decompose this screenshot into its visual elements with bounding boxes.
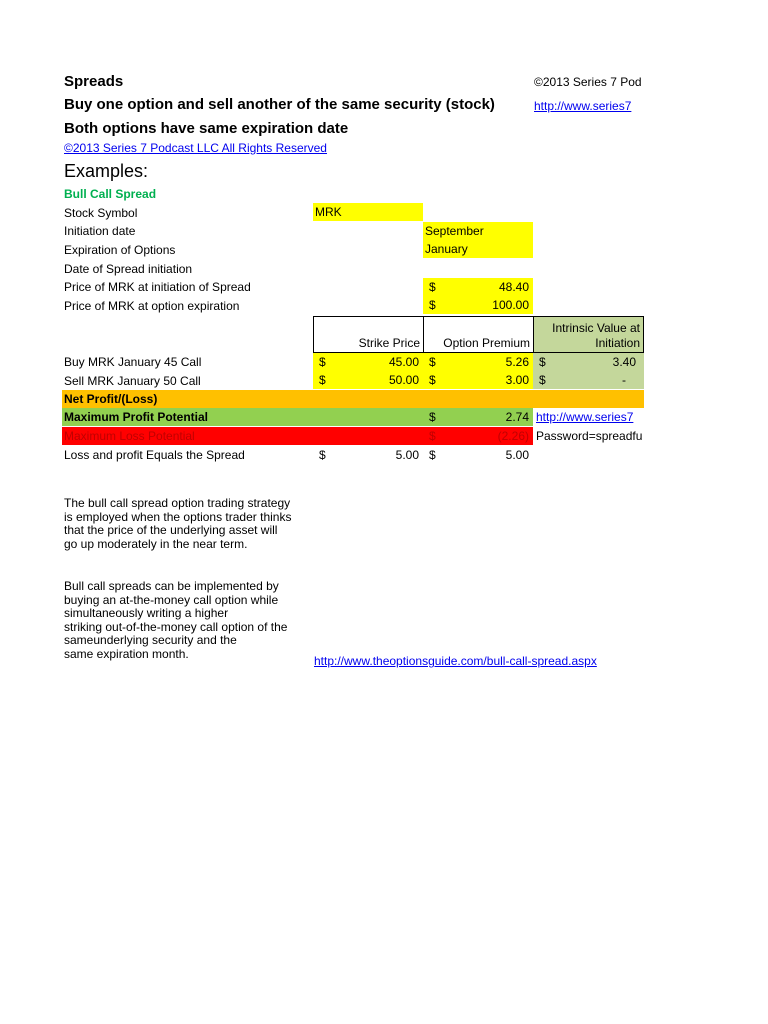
max-loss-label: Maximum Loss Potential xyxy=(64,429,195,443)
max-loss-row xyxy=(62,427,533,445)
currency-symbol: $ xyxy=(429,448,436,462)
equals-label: Loss and profit Equals the Spread xyxy=(64,448,245,462)
header-intrinsic-2: Initiation xyxy=(595,336,640,350)
series7-link[interactable]: http://www.series7 xyxy=(534,99,632,113)
max-profit-value: 2.74 xyxy=(505,410,529,424)
intrinsic-value: - xyxy=(622,373,626,387)
description-paragraph-2: Bull call spreads can be implemented by buying an at-the-money call option while simultaneously writing a higher striking out-of-the-money call option of the sameunderlying security and the same expiration month. xyxy=(64,579,288,661)
intrinsic-cell xyxy=(533,371,644,389)
currency-symbol: $ xyxy=(429,373,436,387)
section-title: Bull Call Spread xyxy=(64,187,157,201)
currency-symbol: $ xyxy=(429,429,436,443)
currency-symbol: $ xyxy=(539,373,546,387)
stock-symbol-cell xyxy=(313,203,423,221)
header-premium: Option Premium xyxy=(443,336,530,350)
label-price-exp: Price of MRK at option expiration xyxy=(64,299,240,313)
max-profit-row xyxy=(62,408,533,426)
label-date-spread: Date of Spread initiation xyxy=(64,262,193,276)
premium-value: 5.26 xyxy=(505,355,529,369)
subtitle-1: Buy one option and sell another of the same security (stock) xyxy=(64,96,495,113)
equals-value-1: 5.00 xyxy=(395,448,419,462)
price-init-cell xyxy=(423,278,533,296)
strike-value: 50.00 xyxy=(388,373,419,387)
strike-cell xyxy=(313,371,423,389)
password-text: Password=spreadfu xyxy=(536,429,643,443)
page-title: Spreads xyxy=(64,73,124,90)
currency-symbol: $ xyxy=(319,355,326,369)
currency-symbol: $ xyxy=(429,298,436,312)
header-intrinsic-1: Intrinsic Value at xyxy=(552,321,640,335)
expiration-cell xyxy=(423,240,533,258)
currency-symbol: $ xyxy=(429,410,436,424)
price-init-value: 48.40 xyxy=(498,280,529,294)
examples-heading: Examples: xyxy=(64,161,149,181)
premium-cell xyxy=(423,353,533,371)
description-paragraph-1: The bull call spread option trading strategy is employed when the options trader thinks that the price of the underlying asset will go up moderately in the near term. xyxy=(64,496,292,551)
header-strike: Strike Price xyxy=(358,336,420,350)
subtitle-2: Both options have same expiration date xyxy=(64,120,349,137)
net-profit-row xyxy=(62,390,644,408)
currency-symbol: $ xyxy=(319,373,326,387)
header-intrinsic-cell xyxy=(533,316,644,353)
price-exp-value: 100.00 xyxy=(492,298,529,312)
equals-cell-2 xyxy=(423,446,533,464)
currency-symbol: $ xyxy=(319,448,326,462)
initiation-date-value: September xyxy=(425,224,484,238)
header-strike-cell xyxy=(313,316,424,353)
strike-cell xyxy=(313,353,423,371)
options-guide-link[interactable]: http://www.theoptionsguide.com/bull-call-spread.aspx xyxy=(314,654,597,668)
currency-symbol: $ xyxy=(429,280,436,294)
stock-symbol-value: MRK xyxy=(315,205,342,219)
copyright-link[interactable]: ©2013 Series 7 Podcast LLC All Rights Reserved xyxy=(64,141,327,155)
row-label: Buy MRK January 45 Call xyxy=(64,355,202,369)
max-profit-label: Maximum Profit Potential xyxy=(64,410,209,424)
label-price-init: Price of MRK at initiation of Spread xyxy=(64,280,251,294)
equals-value-2: 5.00 xyxy=(505,448,529,462)
equals-cell-1 xyxy=(313,446,423,464)
premium-value: 3.00 xyxy=(505,373,529,387)
max-profit-link[interactable]: http://www.series7 xyxy=(536,410,634,424)
strike-value: 45.00 xyxy=(388,355,419,369)
currency-symbol: $ xyxy=(539,355,546,369)
premium-cell xyxy=(423,371,533,389)
net-profit-label: Net Profit/(Loss) xyxy=(64,392,158,406)
currency-symbol: $ xyxy=(429,355,436,369)
price-exp-cell xyxy=(423,296,533,314)
label-expiration: Expiration of Options xyxy=(64,243,176,257)
intrinsic-value: 3.40 xyxy=(612,355,636,369)
label-initiation-date: Initiation date xyxy=(64,224,136,238)
initiation-date-cell xyxy=(423,222,533,240)
label-stock-symbol: Stock Symbol xyxy=(64,206,138,220)
row-label: Sell MRK January 50 Call xyxy=(64,374,201,388)
max-loss-value: (2.26) xyxy=(497,429,529,443)
expiration-value: January xyxy=(425,242,468,256)
header-premium-cell xyxy=(423,316,534,353)
copyright-right: ©2013 Series 7 Pod xyxy=(534,75,642,89)
intrinsic-cell xyxy=(533,353,644,371)
